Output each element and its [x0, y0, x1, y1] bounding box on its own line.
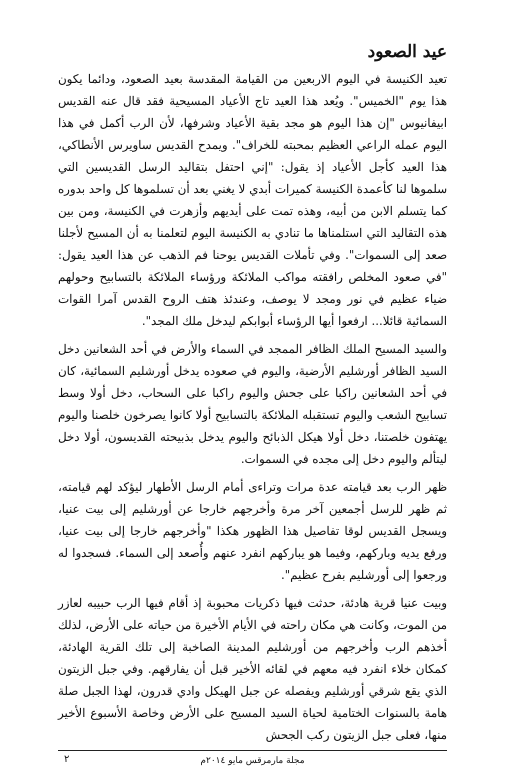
article-body [58, 68, 447, 748]
footer-divider [58, 750, 447, 751]
paragraph-4: وبيت عنيا قرية هادئة، حدثت فيها ذكريات محبوبة إذ أقام فيها الرب حبيبه لعازر من الموت، وكانت هي مكان راحته في الأيام الأخيرة من حياته على الأرض، لذلك أخذهم الرب وأخرجهم من أورشليم المدينة الصاخبة إلى تلك القرية الهادئة، كمكان خلاء انفرد فيه معهم في لقائه الأخير قبل أن يفارقهم. وفي جبل الزيتون الذي يقع شرقي أورشليم ويفصله عن جبل الهيكل وادي قدرون، لهذا الجبل صلة هامة بالسنوات الختامية لحياة السيد المسيح على الأرض وخاصة الأسبوع الأخير منها، فعلى جبل الزيتون ركب الجحش [58, 596, 447, 742]
paragraph-3: ظهر الرب بعد قيامته عدة مرات وتراءى أمام الرسل الأطهار ليؤكد لهم قيامته، ثم ظهر للرسل أجمعين آخر مرة وأخرجهم خارجا عن أورشليم إلى بيت عنيا، ويسجل القديس لوقا تفاصيل هذا الظهور هكذا "وأخرجهم خارجا إلى بيت عنيا، ورفع يديه وباركهم، وفيما هو يباركهم انفرد عنهم وأُصعد إلى السماء. فسجدوا له ورجعوا إلى أورشليم بفرح عظيم". [58, 480, 447, 582]
paragraph-1: تعيد الكنيسة في اليوم الاربعين من القيامة المقدسة بعيد الصعود، ودائما يكون هذا يوم "الخميس". ويُعد هذا العيد تاج الأعياد المسيحية فقد قال عنه القديس ابيفانيوس "إن هذا اليوم هو مجد بقية الأعياد وشرفها، لأن الرب أكمل في هذا اليوم عمله الراعي العظيم بمحبته للخراف". ويمدح القديس ساويرس الأنطاكي، هذا العيد كأجل الأعياد إذ يقول: "إني احتفل بتقاليد الرسل القديسين التي سلموها لنا كأعمدة الكنيسة كميرات أبدي لا يغني بعد أن تسلموها كل واحد بدوره كما يتسلم الابن من أبيه، وهذه تمت على أيديهم وأزهرت في الكنيسة، ومن بين هذه التقاليد التي استلمناها ما تنادي به الكنيسة اليوم لتعلمنا به أن المسيح لأجلنا صعد إلى السموات". وفي تأملات القديس يوحنا فم الذهب عن هذا العيد يقول: "في صعود المخلص رافقته مواكب الملائكة ورؤساء الملائكة بالتسابيح وحولهم ضياء عظيم في نور ومجد لا يوصف، وعندئذ هتف الروح القدس آمرا القوات السمائية قائلا... ارفعوا أيها الرؤساء أبوابكم ليدخل ملك المجد". [58, 72, 447, 328]
article-title: عيد الصعود [367, 42, 447, 62]
footer-journal-name: مجلة مارمرقس مايو ٢٠١٤م [200, 756, 305, 766]
paragraph-2: والسيد المسيح الملك الظافر الممجد في السماء والأرض في أحد الشعانين دخل السيد الظافر أورشليم الأرضية، واليوم في صعوده يدخل أورشليم السمائية، كان في أحد الشعانين راكبا على جحش واليوم راكبا على السحاب، دخل أولا وسط تسابيح الشعب واليوم تستقبله الملائكة بالتسابيح أولا كانوا يصرخون خلصنا واليوم يهتفون خلصتنا، دخل أولا هيكل الذبائح واليوم يدخل بذبيحته القديسون، أولا دخل ليتألم واليوم دخل إلى مجده في السموات. [58, 342, 447, 466]
page-number: ٢ [64, 754, 70, 765]
